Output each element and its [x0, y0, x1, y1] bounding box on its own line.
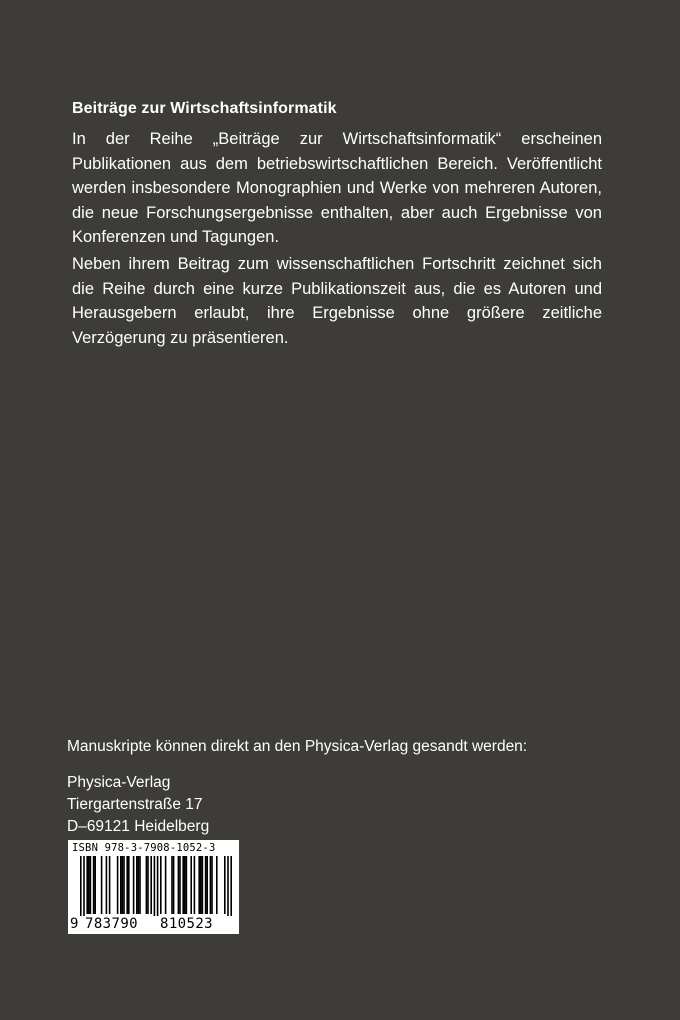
- barcode-bar: [200, 856, 202, 914]
- barcode-bar: [202, 856, 204, 914]
- barcode-guard-bar: [230, 856, 232, 916]
- isbn-barcode: [68, 840, 239, 934]
- barcode-bar: [210, 856, 212, 914]
- series-benefit-paragraph: Neben ihrem Beitrag zum wissenschaftlichen Fortschritt zeichnet sich die Reihe durch eine kurze Publikationszeit aus, die es Autoren und Herausgebern erlaubt, ihre Ergebnisse ohne größere zeitliche Verzögerung zu präsentieren.: [72, 255, 602, 347]
- barcode-bars: [70, 856, 237, 916]
- barcode-bar: [165, 856, 167, 914]
- barcode-bar: [126, 856, 128, 914]
- barcode-bar: [117, 856, 119, 914]
- barcode-guard-bar: [83, 856, 85, 916]
- barcode-bar: [123, 856, 125, 914]
- manuscript-submission-note: Manuskripte können direkt an den Physica-Verlag gesandt werden:: [67, 738, 528, 755]
- ean-left-digits: 783790: [85, 916, 138, 932]
- barcode-bar: [186, 856, 188, 914]
- barcode-bar: [179, 856, 181, 914]
- barcode-bar: [106, 856, 108, 914]
- barcode-bar: [205, 856, 207, 914]
- barcode-bar: [88, 856, 90, 914]
- barcode-bar: [147, 856, 149, 914]
- barcode-bar: [133, 856, 135, 914]
- barcode-bar: [86, 856, 88, 914]
- barcode-bar: [94, 856, 96, 914]
- barcode-bar: [194, 856, 196, 914]
- barcode-bar: [138, 856, 140, 914]
- barcode-bar: [206, 856, 208, 914]
- barcode-bar: [101, 856, 103, 914]
- barcode-bar: [224, 856, 226, 914]
- publisher-street: Tiergartenstraße 17: [67, 796, 203, 813]
- barcode-bar: [160, 856, 162, 914]
- barcode-bar: [136, 856, 138, 914]
- barcode-bar: [128, 856, 130, 914]
- barcode-bar: [190, 856, 192, 914]
- barcode-guard-bar: [80, 856, 82, 916]
- barcode-bar: [178, 856, 180, 914]
- barcode-bar: [120, 856, 122, 914]
- series-description-paragraph: In der Reihe „Beiträge zur Wirtschaftsinformatik“ erscheinen Publikationen aus dem betriebswirtschaftlichen Bereich. Veröffentlicht werden insbesondere Monographien und Werke von mehreren Autoren, die neue Forschungsergebnisse enthalten, aber auch Ergebnisse von Konferenzen und Tagungen.: [72, 130, 602, 246]
- publisher-city: D–69121 Heidelberg: [67, 818, 210, 835]
- barcode-bar: [93, 856, 95, 914]
- publisher-address: [67, 772, 209, 838]
- barcode-bar: [211, 856, 213, 914]
- publisher-name: Physica-Verlag: [67, 774, 171, 791]
- barcode-guard-bar: [157, 856, 159, 916]
- barcode-bar: [171, 856, 173, 914]
- barcode-guard-bar: [154, 856, 156, 916]
- barcode-bar: [139, 856, 141, 914]
- barcode-bar: [216, 856, 218, 914]
- barcode-bar: [173, 856, 175, 914]
- barcode-bar: [198, 856, 200, 914]
- barcode-bar: [146, 856, 148, 914]
- series-title: Beiträge zur Wirtschaftsinformatik: [72, 100, 337, 117]
- ean-right-digits: 810523: [160, 916, 213, 932]
- barcode-bar: [109, 856, 111, 914]
- barcode-bar: [90, 856, 92, 914]
- isbn-label: ISBN 978-3-7908-1052-3: [72, 842, 216, 854]
- barcode-bar: [184, 856, 186, 914]
- barcode-bar: [182, 856, 184, 914]
- barcode-bar: [122, 856, 124, 914]
- barcode-bar: [150, 856, 152, 914]
- ean-first-digit: 9: [70, 916, 79, 932]
- barcode-guard-bar: [227, 856, 229, 916]
